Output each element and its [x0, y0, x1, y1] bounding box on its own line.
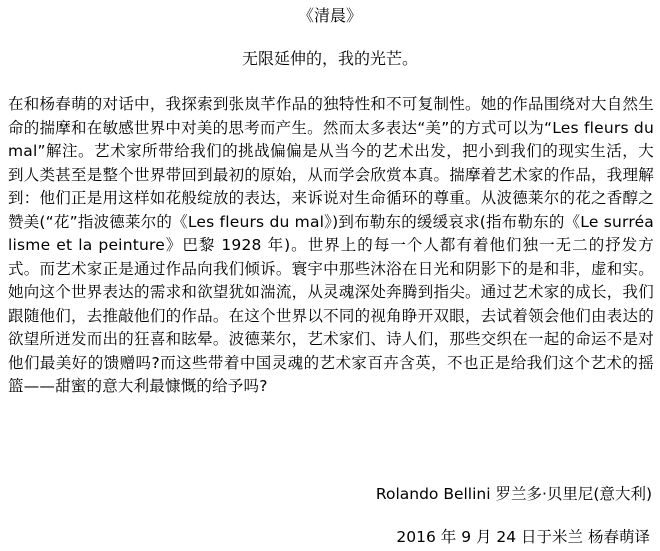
- body-paragraph: 在和杨春萌的对话中，我探索到张岚芊作品的独特性和不可复制性。她的作品围绕对大自然生命的揣摩和在敏感世界中对美的思考而产生。然而太多表达“美”的方式可以为“Les fleurs du mal”解注。艺术家所带给我们的挑战偏偏是从当今的艺术出发，把小到我们的现实生活，大到人类甚至是整个世界带回到最初的原始，从而学会欣赏本真。揣摩着艺术家的作品，我理解到：他们正是用这样如花般绽放的表达，来诉说对生命循环的尊重。从波德莱尔的花之香醇之赞美(“花”指波德莱尔的《Les fleurs du mal》)到布勒东的缓缓哀求(指布勒东的《Le surréalisme et la peinture》巴黎 1928 年)。世界上的每一个人都有着他们独一无二的抒发方式。而艺术家正是通过作品向我们倾诉。寰宇中那些沐浴在日光和阴影下的是和非，虚和实。她向这个世界表达的需求和欲望犹如湍流，从灵魂深处奔腾到指尖。通过艺术家的成长，我们跟随他们，去推敲他们的作品。在这个世界以不同的视角睁开双眼，去试着领会他们由表达的欲望所迸发而出的狂喜和眩晕。波德莱尔，艺术家们、诗人们，那些交织在一起的命运不是对他们最美好的馈赠吗?而这些带着中国灵魂的艺术家百卉含英，不也正是给我们这个艺术的摇篮——甜蜜的意大利最慷慨的给予吗?: [8, 95, 654, 395]
- document-subtitle: 无限延伸的，我的光芒。: [241, 49, 418, 68]
- document-title: 《清晨》: [297, 6, 362, 25]
- author-signature: Rolando Bellini 罗兰多·贝里尼(意大利): [375, 485, 652, 503]
- date-and-translator: 2016 年 9 月 24 日于米兰 杨春萌译: [396, 528, 650, 546]
